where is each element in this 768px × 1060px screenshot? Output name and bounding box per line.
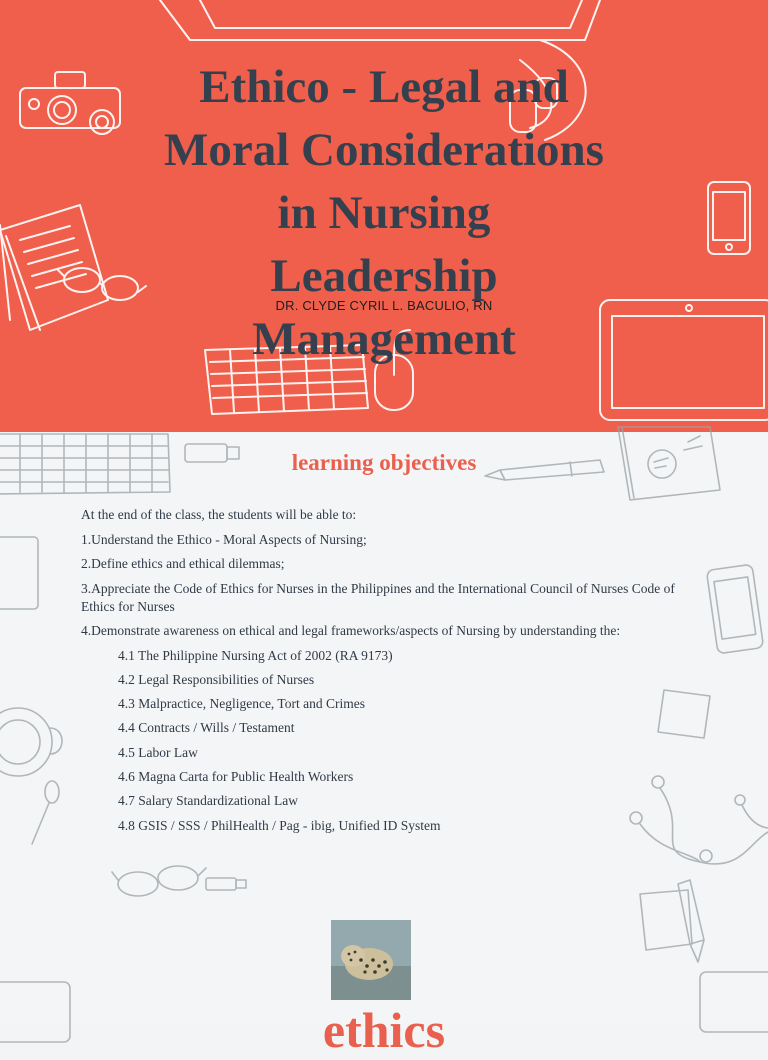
cover-title-line: Management	[252, 313, 516, 365]
cover-title-line: Ethico - Legal and	[199, 61, 569, 113]
objective-item: 2.Define ethics and ethical dilemmas;	[81, 556, 285, 571]
notepad-icon	[640, 880, 704, 962]
objective-subitem: 4.8 GSIS / SSS / PhilHealth / Pag - ibig, Unified ID System	[118, 817, 441, 833]
tablet-icon	[0, 537, 38, 609]
monitor-icon	[160, 0, 600, 40]
cover-title-line: Leadership	[270, 250, 498, 302]
cover-slide	[0, 0, 768, 432]
next-slide-heading: ethics	[322, 1002, 446, 1058]
cover-title-line: Moral Considerations	[164, 124, 604, 176]
spoon-icon	[32, 781, 59, 844]
objective-item: 4.Demonstrate awareness on ethical and legal frameworks/aspects of Nursing by understanding the:	[81, 623, 621, 638]
objective-subitem: 4.6 Magna Carta for Public Health Workers	[118, 768, 354, 784]
objective-subitem: 4.1 The Philippine Nursing Act of 2002 (RA 9173)	[118, 647, 393, 663]
objectives-list	[81, 506, 691, 841]
glasses-icon	[112, 866, 206, 896]
smartphone-icon	[706, 564, 763, 654]
camera-icon	[20, 72, 120, 134]
objective-subitem: 4.7 Salary Standardizational Law	[118, 793, 298, 809]
objective-item: 3.Appreciate the Code of Ethics for Nurses in the Philippines and the International Council of Nurses Code of Ethics for Nurses	[81, 580, 675, 614]
objective-subitem: 4.5 Labor Law	[118, 744, 198, 760]
author-name: DR. CLYDE CYRIL L. BACULIO, RN	[275, 298, 493, 313]
objective-item: 1.Understand the Ethico - Moral Aspects of Nursing;	[81, 531, 367, 547]
objective-subitem: 4.2 Legal Responsibilities of Nurses	[118, 671, 315, 687]
usb-stick-icon	[206, 878, 246, 890]
smartphone-icon	[708, 182, 750, 254]
objective-subitem: 4.4 Contracts / Wills / Testament	[118, 720, 295, 736]
objectives-intro: At the end of the class, the students will be able to:	[81, 507, 357, 522]
objectives-heading: learning objectives	[291, 450, 477, 475]
leopard-photo	[331, 920, 411, 1000]
coffee-cup-icon	[0, 708, 62, 776]
cover-title-line: in Nursing	[277, 187, 491, 239]
objective-subitems	[81, 647, 691, 835]
cover-title	[120, 56, 648, 371]
objective-subitem: 4.3 Malpractice, Negligence, Tort and Crimes	[118, 696, 365, 712]
objectives-slide	[0, 432, 768, 1058]
